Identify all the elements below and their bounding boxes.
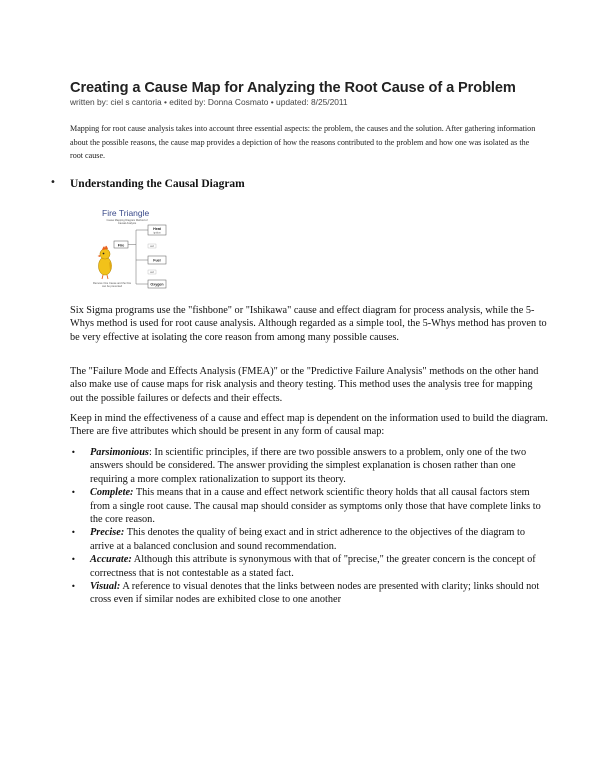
attribute-text: Although this attribute is synonymous with that of "precise," the greater concern is the concept of correctness that is not contestable as a stated fact.	[90, 554, 536, 579]
node-heat-sub: ignition	[153, 232, 161, 235]
attribute-term: Accurate:	[90, 554, 132, 566]
figure-caption-bottom-wrap	[91, 282, 133, 296]
chick-legs	[102, 275, 108, 279]
list-bullet: •	[71, 488, 76, 498]
diagram-connectors	[128, 230, 148, 284]
list-bullet: •	[71, 555, 76, 565]
figure-caption-top-wrap	[106, 219, 148, 237]
attribute-text: This denotes the quality of being exact and in strict adherence to the objectives of the diagram to arrive at a balanced conclusion and sound recommendation.	[90, 527, 526, 552]
attribute-item	[71, 526, 548, 553]
attribute-item	[71, 446, 548, 486]
attribute-item	[71, 486, 548, 526]
node-oxygen-label: Oxygen	[150, 282, 164, 287]
paragraph-fmea: The "Failure Mode and Effects Analysis (FMEA)" or the "Predictive Failure Analysis" methods on the other hand also make use of cause maps for risk analysis and theory testing. This method uses the analysis tree for mapping out the possible failures or defects and their effects.	[70, 366, 539, 404]
fire-triangle-diagram	[88, 204, 184, 296]
section-bullet: •	[50, 177, 56, 188]
attribute-text: : In scientific principles, if there are two possible answers to a problem, only one of the two answers should be considered. The answer providing the simplest explanation is chosen rather than one requiring a more complex rationalization to support its theory.	[90, 447, 527, 485]
node-fuel-label: Fuel	[153, 258, 161, 263]
article-byline: written by: ciel s cantoria • edited by: Donna Cosmato • updated: 8/25/2011	[70, 97, 348, 107]
article-title: Creating a Cause Map for Analyzing the Root Cause of a Problem	[70, 80, 516, 96]
and-label-1: and	[150, 246, 154, 248]
chick-illustration	[98, 246, 112, 279]
figure-caption-bottom: Remove One Cause and the Fire can be prevented	[92, 282, 132, 289]
paragraph-attributes-intro: Keep in mind the effectiveness of a cause and effect map is dependent on the information used to build the diagram. There are five attributes which should be present in any form of causal map:	[70, 413, 548, 438]
root-node-label: Fire	[117, 243, 125, 248]
attribute-item	[71, 580, 548, 607]
attribute-item	[71, 553, 548, 580]
chick-beak	[98, 255, 101, 257]
article-intro: Mapping for root cause analysis takes into account three essential aspects: the problem, the causes and the solution. After gathering information about the possible reasons, the cause map provides a depiction of how the reasons contributed to the problem and how one was isolated as the root cause.	[70, 124, 536, 160]
attribute-term: Parsimonious	[90, 447, 149, 458]
attribute-term: Precise:	[90, 527, 125, 539]
attribute-term: Complete:	[90, 487, 134, 499]
chick-head	[100, 249, 110, 259]
and-label-2: and	[150, 272, 154, 274]
list-bullet: •	[71, 582, 76, 592]
figure-caption-top: Cause Mapping Diagram Method of Causal Analysis	[106, 219, 148, 226]
attribute-text: A reference to visual denotes that the links between nodes are presented with clarity; links should not cross even if similar nodes are exhibited close to one another	[90, 581, 540, 606]
chick-eye	[103, 253, 105, 255]
section-heading: Understanding the Causal Diagram	[70, 178, 245, 190]
paragraph-fishbone: Six Sigma programs use the "fishbone" or "Ishikawa" cause and effect diagram for process analysis, while the 5-Whys method is used for root cause analysis. Although regarded as a simple tool, the 5-Whys method has proven to be very effective at isolating the core reason from among many possible causes.	[70, 305, 547, 343]
figure-title: Fire Triangle	[102, 208, 150, 218]
attribute-text: This means that in a cause and effect network scientific theory holds that all causal factors stem from a single root cause. The causal map should consider as symptoms only those that have complete links to the core reason.	[90, 487, 541, 526]
attribute-term: Visual:	[90, 581, 121, 593]
node-heat-label: Heat	[153, 227, 161, 231]
attribute-list	[70, 446, 548, 607]
list-bullet: •	[71, 448, 76, 457]
list-bullet: •	[71, 528, 76, 538]
